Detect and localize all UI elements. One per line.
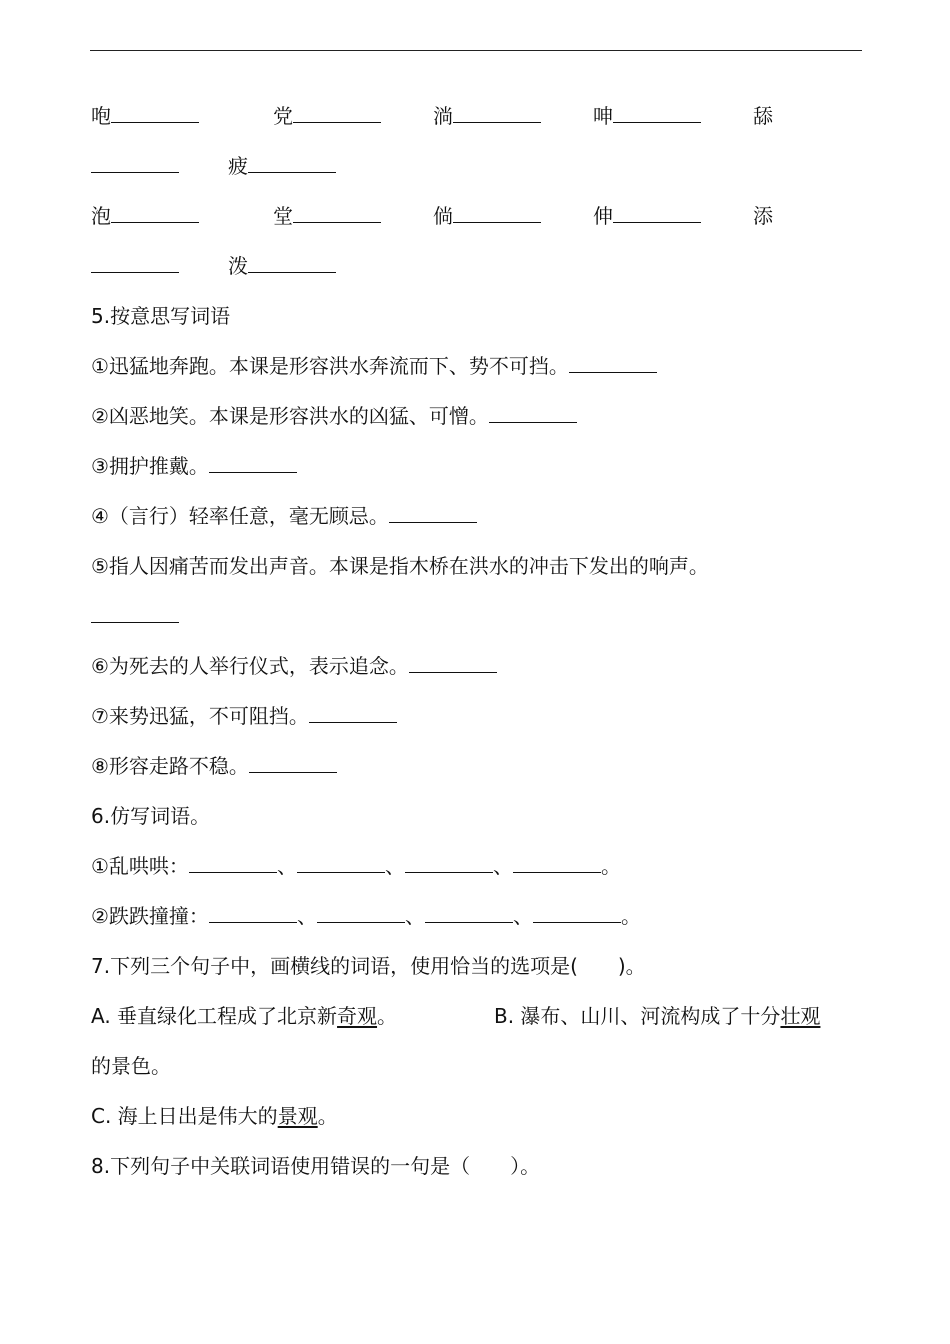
answer-blank[interactable] <box>297 854 385 873</box>
question-title: 8.下列句子中关联词语使用错误的一句是（ ）。 <box>91 1154 541 1178</box>
answer-blank[interactable] <box>249 754 337 773</box>
question-item: ⑤指人因痛苦而发出声音。本课是指木桥在洪水的冲击下发出的响声。 <box>91 554 709 578</box>
option-c: C. 海上日出是伟大的景观。 <box>91 1104 338 1128</box>
underlined-word: 景观 <box>277 1104 318 1128</box>
answer-blank[interactable] <box>425 904 513 923</box>
option-b: B. 瀑布、山川、河流构成了十分壮观 <box>494 1004 821 1028</box>
answer-blank[interactable] <box>209 454 297 473</box>
answer-blank-wrap <box>91 254 179 278</box>
question-item: ①迅猛地奔跑。本课是形容洪水奔流而下、势不可挡。 <box>91 354 657 378</box>
answer-blank-wrap <box>91 604 179 628</box>
answer-blank[interactable] <box>248 254 336 273</box>
answer-blank[interactable] <box>405 854 493 873</box>
question-item: ⑦来势迅猛，不可阻挡。 <box>91 704 397 728</box>
header-rule <box>90 50 862 51</box>
answer-blank[interactable] <box>293 204 381 223</box>
question-item: ①乱哄哄： 、 、 、 。 <box>91 854 621 878</box>
question-title: 5.按意思写词语 <box>91 304 231 328</box>
answer-blank[interactable] <box>111 204 199 223</box>
char-blank: 泼 <box>228 254 336 278</box>
option-b-continuation: 的景色。 <box>91 1054 171 1078</box>
answer-blank[interactable] <box>111 104 199 123</box>
answer-blank[interactable] <box>91 254 179 273</box>
char-blank: 疲 <box>228 154 336 178</box>
char-blank: 党 <box>273 104 381 128</box>
question-item: ②跌跌撞撞： 、 、 、 。 <box>91 904 641 928</box>
char-label: 添 <box>753 204 773 228</box>
answer-blank[interactable] <box>613 104 701 123</box>
char-blank: 咆 <box>91 104 199 128</box>
question-item: ③拥护推戴。 <box>91 454 297 478</box>
answer-blank[interactable] <box>91 604 179 623</box>
answer-blank[interactable] <box>293 104 381 123</box>
answer-blank[interactable] <box>248 154 336 173</box>
answer-blank[interactable] <box>389 504 477 523</box>
answer-blank[interactable] <box>317 904 405 923</box>
answer-blank[interactable] <box>489 404 577 423</box>
char-blank: 呻 <box>593 104 701 128</box>
answer-blank[interactable] <box>91 154 179 173</box>
answer-blank[interactable] <box>569 354 657 373</box>
answer-blank[interactable] <box>613 204 701 223</box>
char-blank: 倘 <box>433 204 541 228</box>
char-blank: 淌 <box>433 104 541 128</box>
answer-blank[interactable] <box>533 904 621 923</box>
answer-blank[interactable] <box>189 854 277 873</box>
question-title: 6.仿写词语。 <box>91 804 211 828</box>
answer-blank[interactable] <box>453 204 541 223</box>
answer-blank[interactable] <box>409 654 497 673</box>
answer-blank[interactable] <box>209 904 297 923</box>
char-blank: 泡 <box>91 204 199 228</box>
char-blank: 伸 <box>593 204 701 228</box>
question-item: ⑧形容走路不稳。 <box>91 754 337 778</box>
underlined-word: 壮观 <box>780 1004 821 1028</box>
underlined-word: 奇观 <box>337 1004 378 1028</box>
question-title: 7.下列三个句子中，画横线的词语，使用恰当的选项是( )。 <box>91 954 646 978</box>
char-label: 舔 <box>753 104 773 128</box>
option-a: A. 垂直绿化工程成了北京新奇观。 <box>91 1004 398 1028</box>
answer-blank-wrap <box>91 154 179 178</box>
answer-blank[interactable] <box>453 104 541 123</box>
question-item: ②凶恶地笑。本课是形容洪水的凶猛、可憎。 <box>91 404 577 428</box>
answer-blank[interactable] <box>309 704 397 723</box>
question-item: ④（言行）轻率任意，毫无顾忌。 <box>91 504 477 528</box>
char-blank: 堂 <box>273 204 381 228</box>
question-item: ⑥为死去的人举行仪式，表示追念。 <box>91 654 497 678</box>
answer-blank[interactable] <box>513 854 601 873</box>
